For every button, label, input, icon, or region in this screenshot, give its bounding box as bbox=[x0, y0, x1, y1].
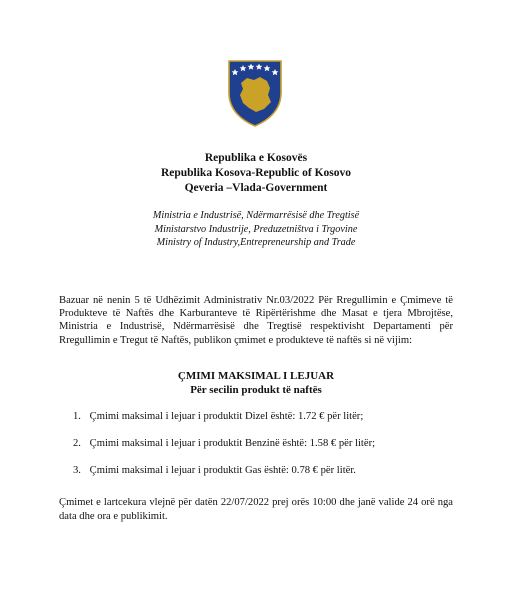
validity-note: Çmimet e lartcekura vlejnë për datën 22/07/2022 prej orës 10:00 dhe janë valide 24 orë nga data dhe ora e publikimit. bbox=[59, 497, 453, 522]
heading-subtitle: Për secilin produkt të naftës bbox=[190, 383, 322, 396]
item-number: 1. bbox=[73, 411, 81, 422]
heading-title: ÇMIMI MAKSIMAL I LEJUAR bbox=[177, 370, 335, 382]
item-text: Çmimi maksimal i lejuar i produktit Benzinë është: 1.58 € për litër; bbox=[89, 438, 376, 449]
government-header bbox=[0, 151, 512, 196]
header-line-3: Qeveria –Vlada-Government bbox=[184, 182, 328, 194]
price-item-gas bbox=[73, 464, 356, 477]
item-number: 2. bbox=[73, 438, 81, 449]
header-line-2: Republika Kosova-Republic of Kosovo bbox=[160, 167, 352, 179]
ministry-line-2: Ministarstvo Industrije, Preduzetništva i Trgovine bbox=[154, 223, 358, 235]
kosovo-coat-of-arms-icon bbox=[227, 55, 283, 127]
item-number: 3. bbox=[73, 465, 81, 476]
price-item-petrol bbox=[73, 437, 375, 450]
item-text: Çmimi maksimal i lejuar i produktit Dizel është: 1.72 € për litër; bbox=[89, 411, 364, 422]
price-item-diesel bbox=[73, 410, 363, 423]
ministry-line-1: Ministria e Industrisë, Ndërmarrësisë dhe Tregtisë bbox=[152, 210, 360, 221]
ministry-line-3: Ministry of Industry,Entrepreneurship and Trade bbox=[156, 237, 356, 248]
price-heading bbox=[0, 370, 512, 397]
ministry-name-block bbox=[0, 209, 512, 250]
intro-paragraph: Bazuar në nenin 5 të Udhëzimit Administrativ Nr.03/2022 Për Rregullimin e Çmimeve të Produkteve të Naftës dhe Karburanteve të Ripërtërishme dhe Masat e tjera Mbrojtëse, Ministria e Industrisë, Ndërmarrësisë dhe Tregtisë respektivisht Departamenti për Rregullimin e Tregut të Naftës, publikon çmimet e produkteve të naftës si në vijim: bbox=[59, 295, 453, 346]
header-line-1: Republika e Kosovës bbox=[204, 152, 308, 164]
item-text: Çmimi maksimal i lejuar i produktit Gas është: 0.78 € për litër. bbox=[89, 465, 356, 476]
